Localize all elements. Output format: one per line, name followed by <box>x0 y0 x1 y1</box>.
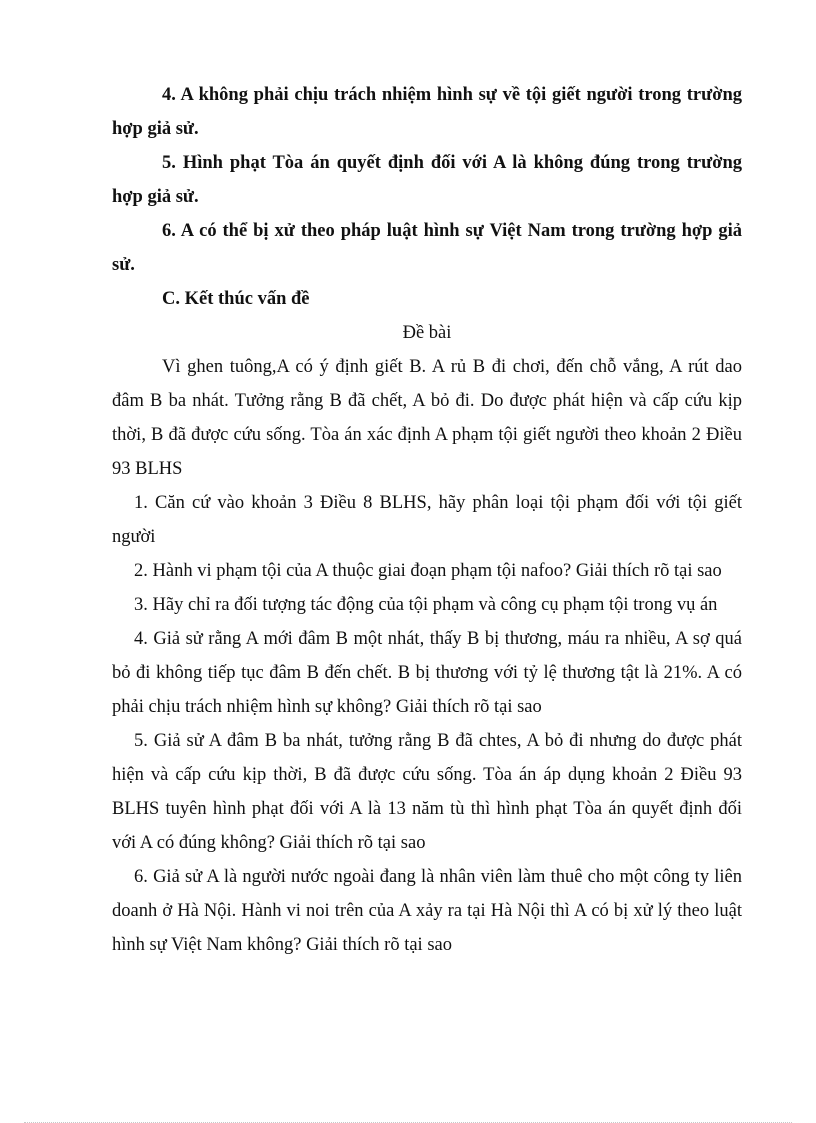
question-6: 6. Giả sử A là người nước ngoài đang là nhân viên làm thuê cho một công ty liên doanh ở Hà Nội. Hành vi noi trên của A xảy ra tại Hà Nội thì A có bị xử lý theo luật hình sự Việt Nam không? Giải thích rõ tại sao <box>112 867 742 955</box>
conclusion-5: 5. Hình phạt Tòa án quyết định đối với A là không đúng trong trường hợp giả sử. <box>112 153 742 207</box>
problem-intro: Vì ghen tuông,A có ý định giết B. A rủ B đi chơi, đến chỗ vắng, A rút dao đâm B ba nhát. Tưởng rằng B đã chết, A bỏ đi. Do được phát hiện và cấp cứu kịp thời, B đã được cứu sống. Tòa án xác định A phạm tội giết người theo khoản 2 Điều 93 BLHS <box>112 357 742 479</box>
question-2: 2. Hành vi phạm tội của A thuộc giai đoạn phạm tội nafoo? Giải thích rõ tại sao <box>134 561 722 581</box>
problem-title: Đề bài <box>402 323 452 343</box>
conclusion-6: 6. A có thể bị xử theo pháp luật hình sự Việt Nam trong trường hợp giả sử. <box>112 221 742 275</box>
question-3: 3. Hãy chỉ ra đối tượng tác động của tội phạm và công cụ phạm tội trong vụ án <box>134 595 718 615</box>
section-heading: C. Kết thúc vấn đề <box>162 289 310 309</box>
question-1: 1. Căn cứ vào khoản 3 Điều 8 BLHS, hãy phân loại tội phạm đối với tội giết người <box>112 493 742 547</box>
document-page <box>112 78 742 962</box>
conclusion-4: 4. A không phải chịu trách nhiệm hình sự về tội giết người trong trường hợp giả sử. <box>112 85 742 139</box>
question-5: 5. Giả sử A đâm B ba nhát, tưởng rằng B đã chtes, A bỏ đi nhưng do được phát hiện và cấp cứu kịp thời, B đã được cứu sống. Tòa án áp dụng khoản 2 Điều 93 BLHS tuyên hình phạt đối với A là 13 năm tù thì hình phạt Tòa án quyết định đối với A có đúng không? Giải thích rõ tại sao <box>112 731 742 853</box>
question-4: 4. Giả sử rằng A mới đâm B một nhát, thấy B bị thương, máu ra nhiều, A sợ quá bỏ đi không tiếp tục đâm B đến chết. B bị thương với tỷ lệ thương tật là 21%. A có phải chịu trách nhiệm hình sự không? Giải thích rõ tại sao <box>112 629 742 717</box>
